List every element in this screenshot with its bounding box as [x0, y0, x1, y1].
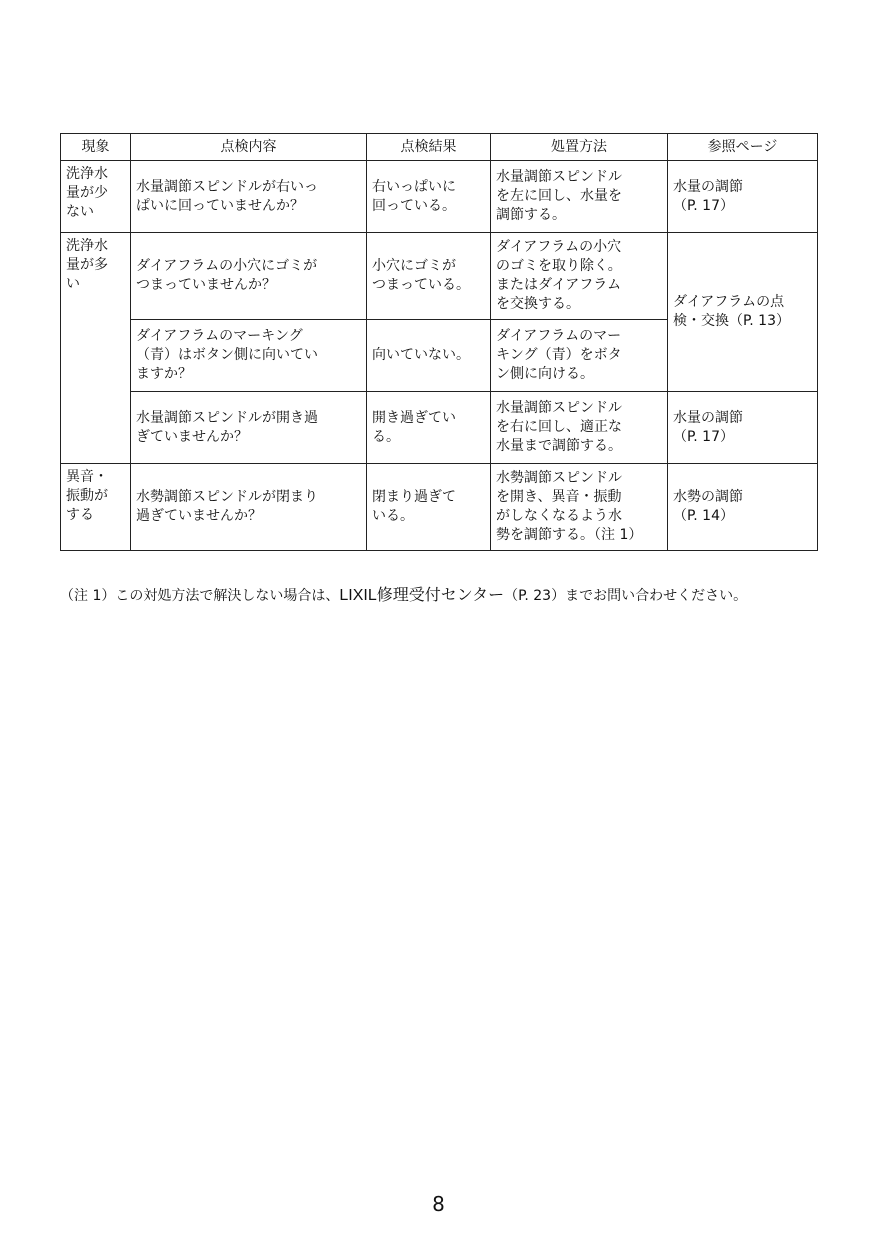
header-check-result: 点検結果 [367, 134, 491, 161]
footnote [60, 582, 840, 605]
check-content-cell: ダイアフラムのマーキング （青）はボタン側に向いてい ますか？ [131, 320, 367, 392]
check-content-cell: 水量調節スピンドルが開き過 ぎていませんか？ [131, 392, 367, 464]
header-action: 処置方法 [491, 134, 668, 161]
footnote-suffix: （P. 23）までお問い合わせください。 [504, 588, 748, 604]
check-result-cell: 右いっぱいに 回っている。 [367, 161, 491, 233]
header-reference-page: 参照ページ [668, 134, 818, 161]
check-content-cell: 水量調節スピンドルが右いっ ぱいに回っていませんか？ [131, 161, 367, 233]
phenomenon-cell: 洗浄水 量が多 い [61, 233, 131, 464]
table-header-row [61, 134, 818, 161]
check-content-cell: 水勢調節スピンドルが閉まり 過ぎていませんか？ [131, 464, 367, 551]
action-cell: ダイアフラムの小穴 のゴミを取り除く。 またはダイアフラム を交換する。 [491, 233, 668, 320]
table-row [61, 464, 818, 551]
table-row [61, 161, 818, 233]
action-cell: ダイアフラムのマー キング（青）をボタ ン側に向ける。 [491, 320, 668, 392]
troubleshooting-table [60, 133, 818, 551]
check-result-cell: 向いていない。 [367, 320, 491, 392]
phenomenon-cell: 洗浄水 量が少 ない [61, 161, 131, 233]
check-content-cell: ダイアフラムの小穴にゴミが つまっていませんか？ [131, 233, 367, 320]
check-result-cell: 開き過ぎてい る。 [367, 392, 491, 464]
header-check-content: 点検内容 [131, 134, 367, 161]
header-phenomenon: 現象 [61, 134, 131, 161]
footnote-prefix: （注 1）この対処方法で解決しない場合は、 [60, 588, 340, 604]
action-cell: 水勢調節スピンドル を開き、異音・振動 がしなくなるよう水 勢を調節する。（注 1） [491, 464, 668, 551]
action-cell: 水量調節スピンドル を右に回し、適正な 水量まで調節する。 [491, 392, 668, 464]
phenomenon-cell: 異音・ 振動が する [61, 464, 131, 551]
action-cell: 水量調節スピンドル を左に回し、水量を 調節する。 [491, 161, 668, 233]
reference-cell: ダイアフラムの点 検・交換（P. 13） [668, 233, 818, 392]
repair-center-name: LIXIL修理受付センター [339, 587, 505, 604]
check-result-cell: 閉まり過ぎて いる。 [367, 464, 491, 551]
reference-cell: 水勢の調節 （P. 14） [668, 464, 818, 551]
table-row [61, 392, 818, 464]
table-row [61, 233, 818, 320]
page-number: 8 [432, 1192, 445, 1216]
reference-cell: 水量の調節 （P. 17） [668, 161, 818, 233]
reference-cell: 水量の調節 （P. 17） [668, 392, 818, 464]
check-result-cell: 小穴にゴミが つまっている。 [367, 233, 491, 320]
